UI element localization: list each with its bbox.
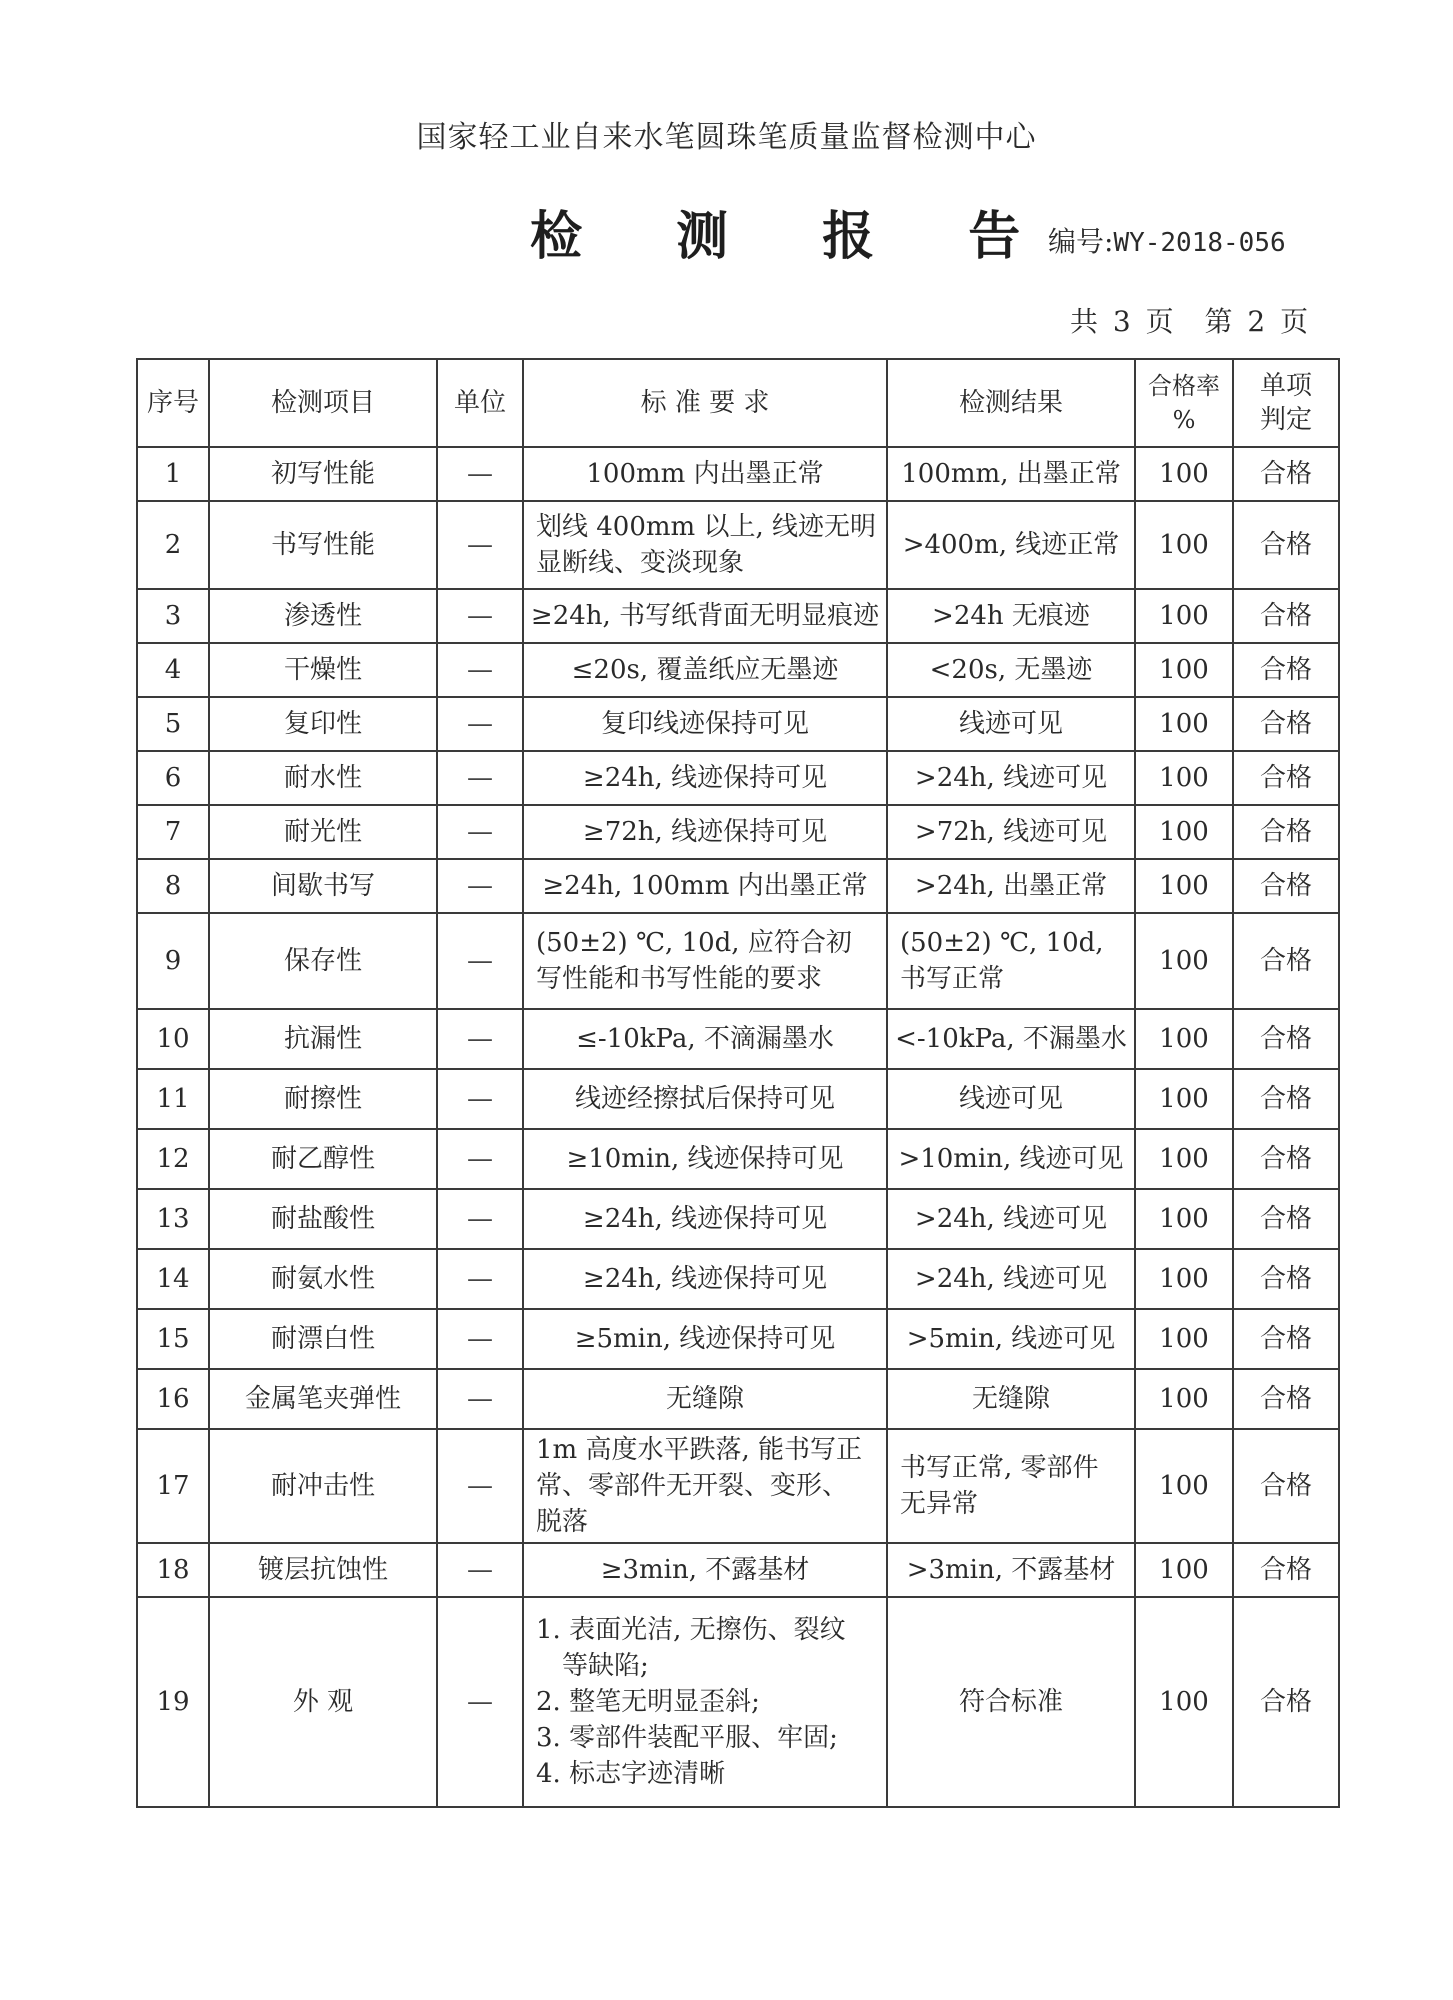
cell-requirement [523,1597,887,1807]
requirement-line: 1m 高度水平跌落, 能书写正 [536,1435,862,1465]
cell-pass-rate: 100 [1135,751,1233,805]
header-unit: 单位 [437,359,523,447]
result-line: <-10kPa, 不漏墨水 [895,1024,1127,1054]
result-line: 无异常 [900,1489,979,1519]
cell-judgement: 合格 [1233,501,1339,589]
table-row [137,805,1339,859]
cell-unit: — [437,859,523,913]
cell-item: 耐擦性 [209,1069,437,1129]
result-line: >24h 无痕迹 [932,601,1090,631]
cell-no: 19 [137,1597,209,1807]
cell-judgement: 合格 [1233,1189,1339,1249]
cell-unit: — [437,751,523,805]
table-row [137,751,1339,805]
table-row [137,1429,1339,1543]
cell-pass-rate: 100 [1135,1249,1233,1309]
requirement-line: ≤-10kPa, 不滴漏墨水 [576,1024,834,1054]
cell-judgement: 合格 [1233,1543,1339,1597]
cell-no: 7 [137,805,209,859]
requirement-line: ≤20s, 覆盖纸应无墨迹 [571,655,839,685]
cell-pass-rate: 100 [1135,589,1233,643]
cell-pass-rate: 100 [1135,643,1233,697]
requirement-line: 常、零部件无开裂、变形、 [536,1471,849,1501]
cell-unit: — [437,643,523,697]
result-line: >10min, 线迹可见 [898,1144,1124,1174]
cell-no: 18 [137,1543,209,1597]
cell-requirement [523,751,887,805]
cell-pass-rate: 100 [1135,697,1233,751]
cell-pass-rate: 100 [1135,1597,1233,1807]
cell-item: 保存性 [209,913,437,1009]
cell-judgement: 合格 [1233,1429,1339,1543]
requirement-line: 线迹经擦拭后保持可见 [574,1084,835,1114]
cell-unit: — [437,589,523,643]
cell-no: 14 [137,1249,209,1309]
cell-requirement [523,1249,887,1309]
requirement-line: 脱落 [536,1507,589,1537]
cell-unit: — [437,1129,523,1189]
cell-item: 渗透性 [209,589,437,643]
cell-unit: — [437,447,523,501]
cell-unit: — [437,1429,523,1543]
cell-result [887,697,1135,751]
cell-unit: — [437,1309,523,1369]
cell-judgement: 合格 [1233,1597,1339,1807]
cell-judgement: 合格 [1233,1009,1339,1069]
cell-pass-rate: 100 [1135,1009,1233,1069]
cell-result [887,643,1135,697]
requirement-line: ≥24h, 线迹保持可见 [582,763,828,793]
result-line: >24h, 线迹可见 [914,763,1108,793]
cell-pass-rate: 100 [1135,1369,1233,1429]
cell-pass-rate: 100 [1135,447,1233,501]
cell-result [887,447,1135,501]
cell-no: 3 [137,589,209,643]
header-pass-rate-label: 合格率 [1148,372,1220,400]
cell-judgement: 合格 [1233,859,1339,913]
cell-requirement [523,805,887,859]
cell-unit: — [437,697,523,751]
requirement-line: ≥24h, 100mm 内出墨正常 [542,871,868,901]
table-row [137,501,1339,589]
cell-pass-rate: 100 [1135,1129,1233,1189]
cell-requirement [523,1429,887,1543]
requirement-line: (50±2) ℃, 10d, 应符合初 [536,928,852,958]
cell-pass-rate: 100 [1135,1543,1233,1597]
cell-unit: — [437,1369,523,1429]
cell-pass-rate: 100 [1135,859,1233,913]
cell-requirement [523,913,887,1009]
cell-judgement: 合格 [1233,1249,1339,1309]
header-judgement-line1: 单项 [1259,371,1312,401]
cell-requirement [523,1369,887,1429]
cell-result [887,805,1135,859]
cell-requirement [523,1189,887,1249]
cell-no: 11 [137,1069,209,1129]
cell-requirement [523,1129,887,1189]
requirement-line: ≥24h, 线迹保持可见 [582,1264,828,1294]
cell-item: 耐冲击性 [209,1429,437,1543]
cell-requirement [523,447,887,501]
cell-result [887,501,1135,589]
cell-item: 耐水性 [209,751,437,805]
table-row [137,1369,1339,1429]
inspection-results-table [136,358,1340,1808]
result-line: 无缝隙 [971,1384,1050,1414]
cell-item: 耐盐酸性 [209,1189,437,1249]
table-row [137,697,1339,751]
table-row [137,1009,1339,1069]
cell-unit: — [437,805,523,859]
report-title: 检 测 报 告 [530,206,1059,267]
header-pass-rate-unit: % [1172,406,1196,434]
cell-pass-rate: 100 [1135,805,1233,859]
cell-unit: — [437,913,523,1009]
cell-result [887,1189,1135,1249]
cell-result [887,1597,1135,1807]
result-line: >24h, 线迹可见 [914,1264,1108,1294]
cell-item: 金属笔夹弹性 [209,1369,437,1429]
cell-item: 外 观 [209,1597,437,1807]
cell-result [887,1069,1135,1129]
cell-requirement [523,1069,887,1129]
header-judgement [1233,359,1339,447]
cell-item: 耐光性 [209,805,437,859]
cell-judgement: 合格 [1233,643,1339,697]
requirement-line: 显断线、变淡现象 [536,548,745,578]
cell-item: 耐乙醇性 [209,1129,437,1189]
cell-result [887,859,1135,913]
cell-pass-rate: 100 [1135,1069,1233,1129]
table-row [137,1309,1339,1369]
requirement-line: 无缝隙 [665,1384,744,1414]
cell-no: 10 [137,1009,209,1069]
cell-unit: — [437,1009,523,1069]
requirement-line: 3. 零部件装配平服、牢固; [536,1723,838,1753]
header-item: 检测项目 [209,359,437,447]
cell-judgement: 合格 [1233,1369,1339,1429]
cell-no: 2 [137,501,209,589]
table-header-row [137,359,1339,447]
cell-judgement: 合格 [1233,751,1339,805]
table-row [137,913,1339,1009]
cell-requirement [523,1543,887,1597]
requirement-line: ≥5min, 线迹保持可见 [574,1324,836,1354]
cell-result [887,1249,1135,1309]
result-line: >5min, 线迹可见 [906,1324,1116,1354]
cell-requirement [523,1009,887,1069]
result-line: (50±2) ℃, 10d, [900,928,1104,958]
header-requirement: 标 准 要 求 [523,359,887,447]
table-row [137,1543,1339,1597]
cell-item: 初写性能 [209,447,437,501]
cell-result [887,913,1135,1009]
cell-no: 8 [137,859,209,913]
result-line: >72h, 线迹可见 [914,817,1108,847]
document-number-value: WY-2018-056 [1113,228,1286,258]
cell-unit: — [437,501,523,589]
cell-requirement [523,643,887,697]
cell-pass-rate: 100 [1135,1189,1233,1249]
table-row [137,1129,1339,1189]
cell-item: 复印性 [209,697,437,751]
cell-item: 干燥性 [209,643,437,697]
header-no: 序号 [137,359,209,447]
cell-judgement: 合格 [1233,913,1339,1009]
table-row [137,1069,1339,1129]
header-pass-rate [1135,359,1233,447]
requirement-line: ≥72h, 线迹保持可见 [582,817,828,847]
cell-item: 镀层抗蚀性 [209,1543,437,1597]
page-current: 第 2 页 [1204,305,1309,338]
cell-judgement: 合格 [1233,805,1339,859]
result-line: <20s, 无墨迹 [929,655,1093,685]
table-row [137,859,1339,913]
result-line: 线迹可见 [958,709,1063,739]
requirement-line: 100mm 内出墨正常 [586,459,824,489]
cell-no: 1 [137,447,209,501]
page-total: 共 3 页 [1070,305,1174,338]
header-result: 检测结果 [887,359,1135,447]
requirement-line: 1. 表面光洁, 无擦伤、裂纹 [536,1615,846,1645]
cell-no: 4 [137,643,209,697]
cell-pass-rate: 100 [1135,1429,1233,1543]
cell-item: 书写性能 [209,501,437,589]
page-indicator [1062,300,1316,340]
table-row [137,1189,1339,1249]
cell-result [887,1009,1135,1069]
table-row [137,447,1339,501]
result-line: 100mm, 出墨正常 [901,459,1121,489]
cell-result [887,1369,1135,1429]
header-judgement-line2: 判定 [1259,405,1312,435]
document-number [1048,220,1286,260]
cell-pass-rate: 100 [1135,1309,1233,1369]
result-line: 书写正常, 零部件 [900,1453,1099,1483]
table-row [137,1249,1339,1309]
result-line: >24h, 线迹可见 [914,1204,1108,1234]
result-line: >24h, 出墨正常 [914,871,1108,901]
cell-no: 16 [137,1369,209,1429]
result-line: 书写正常 [900,964,1005,994]
cell-requirement [523,697,887,751]
table-row [137,643,1339,697]
cell-no: 15 [137,1309,209,1369]
result-line: >3min, 不露基材 [906,1555,1116,1585]
cell-judgement: 合格 [1233,697,1339,751]
organization-name: 国家轻工业自来水笔圆珠笔质量监督检测中心 [416,120,1037,155]
cell-no: 9 [137,913,209,1009]
cell-no: 6 [137,751,209,805]
cell-unit: — [437,1189,523,1249]
requirement-line: 等缺陷; [536,1651,649,1681]
cell-unit: — [437,1069,523,1129]
cell-pass-rate: 100 [1135,913,1233,1009]
result-line: >400m, 线迹正常 [902,530,1120,560]
requirement-line: ≥10min, 线迹保持可见 [566,1144,844,1174]
cell-pass-rate: 100 [1135,501,1233,589]
table-row [137,589,1339,643]
requirement-line: ≥3min, 不露基材 [600,1555,810,1585]
cell-unit: — [437,1543,523,1597]
document-number-label: 编号: [1048,225,1114,258]
cell-judgement: 合格 [1233,1309,1339,1369]
requirement-line: 2. 整笔无明显歪斜; [536,1687,760,1717]
cell-no: 12 [137,1129,209,1189]
requirement-line: ≥24h, 线迹保持可见 [582,1204,828,1234]
result-line: 线迹可见 [958,1084,1063,1114]
cell-requirement [523,1309,887,1369]
requirement-line: ≥24h, 书写纸背面无明显痕迹 [530,601,880,631]
cell-no: 5 [137,697,209,751]
cell-result [887,1543,1135,1597]
result-line: 符合标准 [958,1687,1063,1717]
cell-item: 耐漂白性 [209,1309,437,1369]
cell-item: 耐氨水性 [209,1249,437,1309]
cell-item: 间歇书写 [209,859,437,913]
cell-judgement: 合格 [1233,589,1339,643]
requirement-line: 复印线迹保持可见 [600,709,809,739]
requirement-line: 4. 标志字迹清晰 [536,1759,726,1789]
cell-item: 抗漏性 [209,1009,437,1069]
cell-result [887,1429,1135,1543]
requirement-line: 划线 400mm 以上, 线迹无明 [536,512,876,542]
cell-result [887,589,1135,643]
cell-requirement [523,589,887,643]
cell-requirement [523,859,887,913]
cell-unit: — [437,1249,523,1309]
cell-judgement: 合格 [1233,447,1339,501]
cell-unit: — [437,1597,523,1807]
cell-no: 13 [137,1189,209,1249]
cell-result [887,1309,1135,1369]
cell-judgement: 合格 [1233,1069,1339,1129]
cell-result [887,751,1135,805]
cell-requirement [523,501,887,589]
cell-judgement: 合格 [1233,1129,1339,1189]
cell-no: 17 [137,1429,209,1543]
requirement-line: 写性能和书写性能的要求 [536,964,823,994]
table-row [137,1597,1339,1807]
cell-result [887,1129,1135,1189]
